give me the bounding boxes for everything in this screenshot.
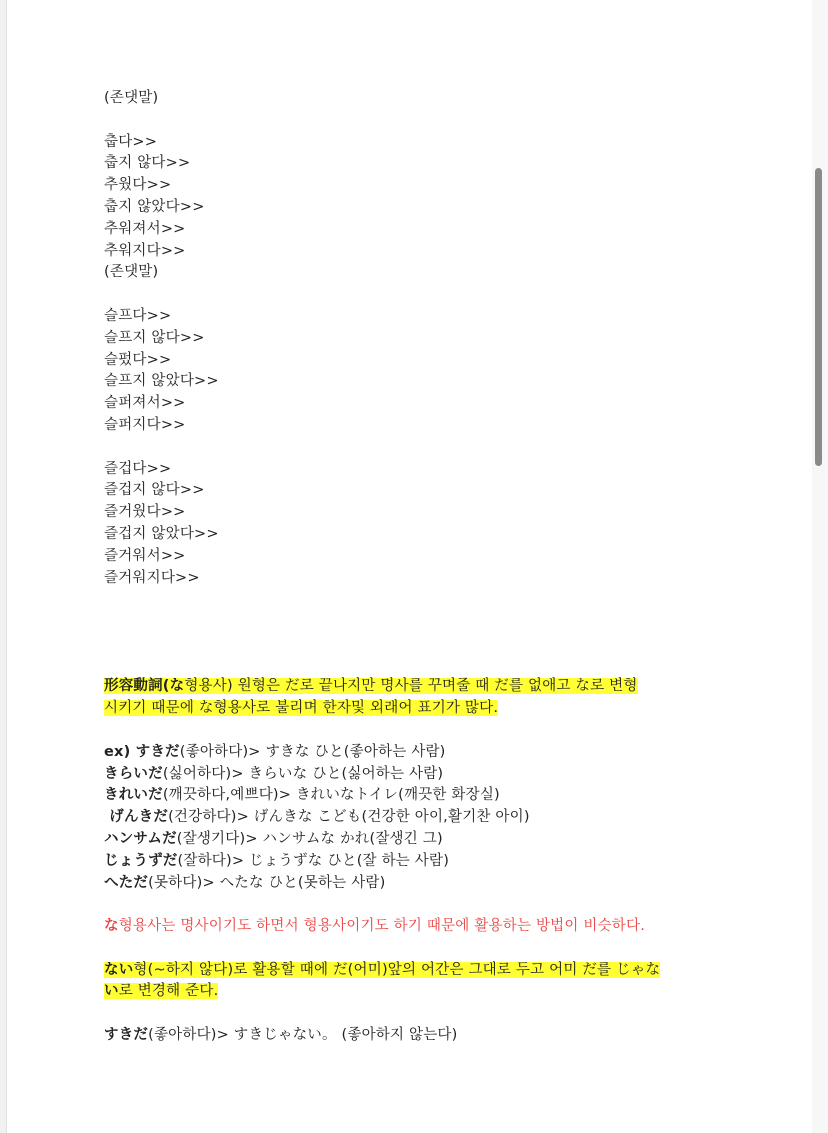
example-word: げんきだ: [104, 809, 169, 826]
example-text: (잘생기다)> ハンサムな かれ(잘생긴 그): [176, 830, 443, 847]
text-line: 춥지 않다>>: [104, 155, 191, 172]
text-line: 슬프지 않았다>>: [104, 373, 219, 390]
text-line: 추워져서>>: [104, 220, 186, 237]
text-line: 슬퍼지다>>: [104, 416, 186, 433]
intro-text: 시키기 때문에 な형용사로 불리며 한자및 외래어 표기가 많다.: [104, 700, 499, 717]
example-word: ex) すきだ: [104, 743, 180, 760]
intro-line-1: [104, 676, 744, 698]
intro-line-2: [104, 698, 744, 720]
text-line: 슬프지 않다>>: [104, 329, 205, 346]
nai-note-line-2: [104, 981, 744, 1003]
example-text: (건강하다)> げんきな こども(건강한 아이,활기찬 아이): [168, 809, 530, 826]
text-line: 즐겁지 않았다>>: [104, 525, 219, 542]
example-text: (싫어하다)> きらいな ひと(싫어하는 사람): [162, 765, 444, 782]
example-line: [104, 851, 744, 873]
document-content: [104, 88, 744, 1047]
example-text: (깨끗하다,예쁘다)> きれいなトイレ(깨끗한 화장실): [162, 787, 500, 804]
text-line: (존댓말): [104, 90, 159, 106]
example-text: (잘하다)> じょうずな ひと(잘 하는 사람): [177, 852, 450, 869]
example-text: (좋아하다)> すきじゃない。 (좋아하지 않는다): [148, 1027, 458, 1044]
text-line: 즐거웠다>>: [104, 504, 186, 521]
example-line: [104, 807, 744, 829]
text-line: 춥지 않았다>>: [104, 198, 205, 215]
text-line: (존댓말): [104, 264, 159, 281]
example-line: [104, 764, 744, 786]
text-line: 즐거워서>>: [104, 547, 186, 564]
example-line: [104, 829, 744, 851]
nai-note-term: い: [104, 983, 119, 1000]
example-word: きれいだ: [104, 787, 163, 804]
example-line: [104, 785, 744, 807]
intro-term: 形容動詞(な: [104, 678, 185, 695]
example-word: じょうずだ: [104, 852, 178, 869]
example-text: (좋아하다)> すきな ひと(좋아하는 사람): [179, 743, 446, 760]
example-word: ハンサムだ: [104, 830, 177, 847]
text-line: 추워지다>>: [104, 242, 186, 259]
nai-note-line-1: [104, 960, 744, 982]
text-line: 슬퍼져서>>: [104, 395, 186, 412]
example-line: [104, 742, 744, 764]
example-word: すきだ: [104, 1027, 149, 1044]
example-word: きらいだ: [104, 765, 163, 782]
final-example-line: [104, 1025, 744, 1047]
nai-note-text: 로 변경해 준다.: [118, 983, 219, 1000]
scrollbar-thumb[interactable]: [815, 168, 822, 466]
text-line: 즐거워지다>>: [104, 569, 200, 586]
text-line: 슬프다>>: [104, 307, 172, 324]
na-note-line: [104, 916, 744, 938]
text-line: 추웠다>>: [104, 177, 172, 194]
na-note-term: な: [104, 918, 119, 935]
nai-note-term: ない: [104, 961, 134, 978]
example-text: (못하다)> へたな ひと(못하는 사람): [148, 874, 386, 891]
text-line: 춥다>>: [104, 133, 158, 150]
intro-text: 형용사) 원형은 だ로 끝나지만 명사를 꾸며줄 때 だ를 없애고 な로 변형: [184, 678, 638, 695]
nai-note-text: 형(~하지 않다)로 활용할 때에 だ(어미)앞의 어간은 그대로 두고 어미 だ를 じゃな: [133, 961, 661, 978]
example-word: へただ: [104, 874, 149, 891]
text-line: 슬펐다>>: [104, 351, 172, 368]
na-note-text: 형용사는 명사이기도 하면서 형용사이기도 하기 때문에 활용하는 방법이 비슷하다.: [118, 918, 646, 935]
text-line: 즐겁지 않다>>: [104, 482, 205, 499]
text-line: 즐겁다>>: [104, 460, 172, 477]
example-line: [104, 873, 744, 895]
